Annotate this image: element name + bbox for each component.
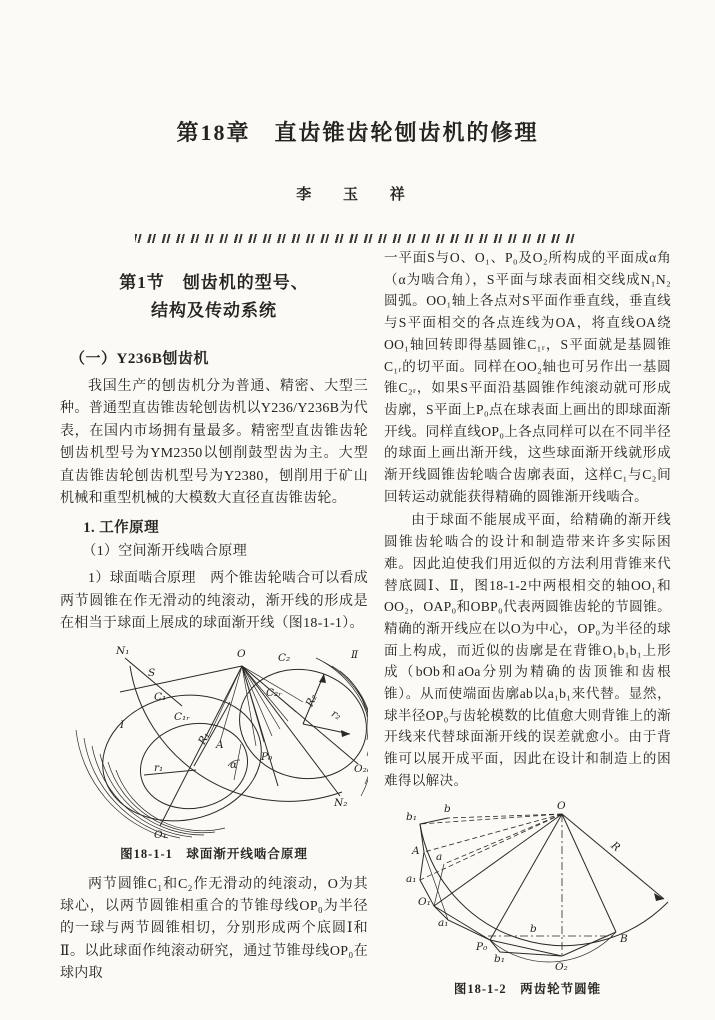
section-heading-line2: 结构及传动系统 [151, 301, 277, 320]
section-heading-line1: 第1节 刨齿机的型号、 [119, 273, 309, 292]
figure-label: P₀ [261, 750, 273, 763]
figure-label: N₁ [116, 644, 130, 657]
section-heading [60, 269, 368, 325]
figure-label: b₁ [494, 952, 505, 965]
figure-label: Ⅰ [120, 718, 125, 731]
figure-label: O [557, 799, 566, 812]
figure-label: A [216, 738, 224, 751]
figure-label: A [412, 844, 420, 857]
figure-18-1-2 [384, 800, 671, 975]
figure-label: O₁ [154, 828, 167, 840]
figure-label: Ⅱ [351, 648, 359, 661]
subsection-heading: （一）Y236B刨齿机 [70, 351, 209, 367]
figure-label: r₂ [329, 707, 343, 723]
heading-space-involute: （1）空间渐开线啮合原理 [82, 544, 247, 560]
figure-label: a [436, 850, 443, 863]
figure-label: P₀ [476, 940, 488, 953]
figure-label: b [444, 802, 451, 815]
ornament-divider [135, 234, 580, 243]
paragraph-sphere-meshing: 1）球面啮合原理 两个锥齿轮啮合可以看成两节圆锥在作无滑动的纯滚动，渐开线的形成是在相当于球面上展成的球面渐开线（图18-1-1）。 [60, 571, 368, 632]
figure-label: O₁ [418, 895, 431, 908]
figure-label: C₂ [278, 651, 291, 664]
figure-label: a₁ [406, 872, 417, 885]
figure-label: O₂ [555, 960, 568, 973]
figure-label: r₁ [154, 761, 164, 774]
heading-working-principle: 1. 工作原理 [83, 520, 160, 537]
spherical-involute-diagram [60, 644, 368, 840]
figure-label: C₂ᵣ [266, 686, 282, 699]
figure2-caption: 图18-1-2 两齿轮节圆锥 [453, 981, 602, 996]
paragraph-s-plane: 一平面S与O、O₁、P₀及O₂所构成的平面成α角（α为啮合角），S平面与球表面相交线成N₁N₂圆弧。OO₁轴上各点对S平面作垂直线，垂直线与S平面相交的各点连线为OA，将直线OA绕OO₁轴回转即得基圆锥C₁ᵣ，S平面就是基圆锥C₁ᵣ的切平面。同样在OO₂轴也可另作出一基圆锥C₂ᵣ，如果S平面沿基圆锥作纯滚动就可形成齿廓，S平面上P₀点在球表面上画出的即球面渐开线。同样直线OP₀上各点同样可以在不同半径的球面上画出渐开线，这些球面渐开线就形成渐开线圆锥齿轮啮合齿廓表面，这样C₁与C₂间回转运动就能获得精确的圆锥渐开线啮合。 [384, 250, 671, 504]
right-column [384, 247, 671, 997]
figure-18-1-1 [60, 644, 368, 840]
figure-label: α [230, 758, 238, 771]
pitch-cone-diagram [384, 800, 684, 975]
author-name: 李 玉 祥 [296, 187, 419, 203]
figure-label: N₂ [334, 796, 348, 809]
figure-label: a₁ [438, 916, 449, 929]
figure-label: C₁ [154, 690, 167, 703]
paragraph-pitch-cones: 两节圆锥C₁和C₂作无滑动的纯滚动，O为其球心，以两节圆锥相重合的节锥母线OP₀为半径的一球与两节圆锥相切，分别形成两个底圆Ⅰ和Ⅱ。以此球面作纯滚动研究，通过节锥母线OP₀在球内取 [60, 876, 368, 982]
figure-label: O₂ [354, 762, 367, 775]
figure-label: b [530, 922, 537, 935]
figure-label: O [237, 647, 246, 660]
figure-label: B [620, 932, 628, 945]
figure-label: R [608, 839, 623, 854]
figure-label: b₁ [406, 810, 417, 823]
left-column [60, 247, 368, 986]
figure-label: S [148, 666, 156, 679]
paragraph-back-cone: 由于球面不能展成平面，给精确的渐开线圆锥齿轮啮合的设计和制造带来许多实际困难。因此迫使我们用近似的方法利用背锥来代替底圆Ⅰ、Ⅱ，图18-1-2中两根相交的轴OO₁和OO₂，OAP₀和OBP₀代表两圆锥齿轮的节圆锥。精确的渐开线应在以O为中心，OP₀为半径的球面上构成，而近似的齿廓是在背锥O₁b₁b₁上形成（bOb和aOa分别为精确的齿顶锥和齿根锥）。从而使端面齿廓ab以a₁b₁来代替。显然，球半径OP₀与齿轮模数的比值愈大则背锥上的渐开线来代替球面渐开线的误差就愈小。由于背锥可以展开成平面，因此在设计和制造上的困难得以解决。 [384, 512, 671, 788]
figure-label: C₁ᵣ [174, 710, 190, 723]
figure-label: R₂ [303, 692, 320, 709]
paragraph-intro: 我国生产的刨齿机分为普通、精密、大型三种。普通型直齿锥齿轮刨齿机以Y236/Y236B为代表，在国内市场拥有量最多。精密型直齿锥齿轮刨齿机型号为YM2350以刨削鼓型齿为主。大型直齿锥齿轮刨齿机型号为Y2380，刨削用于矿山机械和重型机械的大模数大直径直齿锥齿轮。 [60, 379, 368, 507]
figure1-caption: 图18-1-1 球面渐开线啮合原理 [120, 846, 308, 861]
two-column-layout [0, 243, 715, 997]
figure-label: R₁ [196, 730, 213, 747]
chapter-title: 第18章 直齿锥齿轮刨齿机的修理 [176, 120, 539, 145]
